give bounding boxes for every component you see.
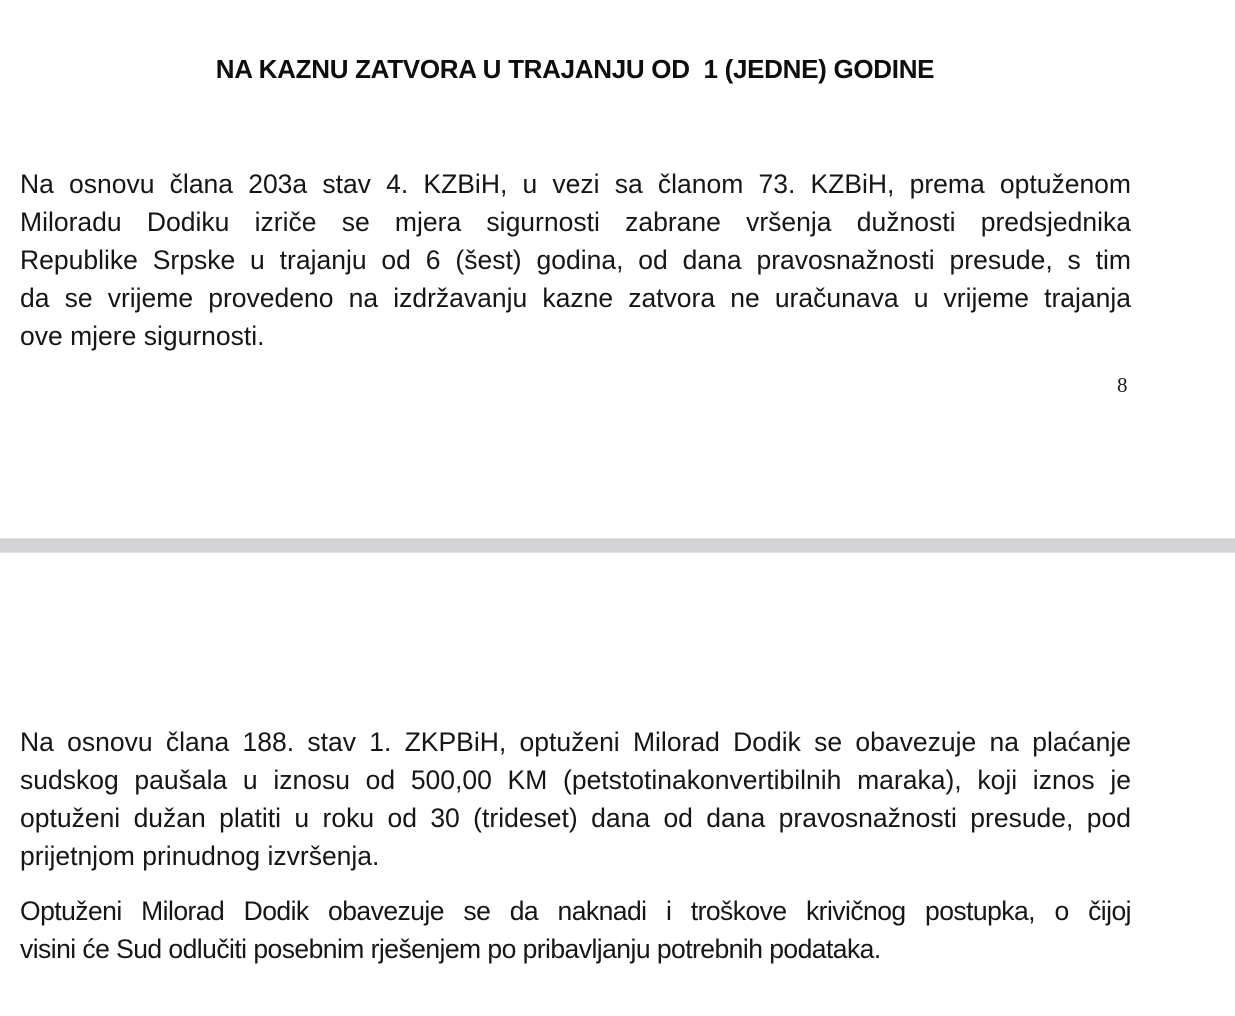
page-number: 8 (1117, 373, 1128, 397)
paragraph-line: sudskog paušala u iznosu od 500,00 KM (petstotinakonvertibilnih maraka), koji iznos je (20, 765, 1131, 795)
paragraph-line: da se vrijeme provedeno na izdržavanju kazne zatvora ne uračunava u vrijeme trajanja (20, 283, 1131, 313)
page-separator (0, 538, 1235, 553)
paragraph-line: Na osnovu člana 203a stav 4. KZBiH, u vezi sa članom 73. KZBiH, prema optuženom (20, 169, 1131, 199)
security-measure-paragraph (20, 165, 1131, 355)
paragraph-line: ove mjere sigurnosti. (20, 321, 265, 351)
court-fee-paragraph (20, 723, 1131, 875)
sentence-heading: NA KAZNU ZATVORA U TRAJANJU OD 1 (JEDNE) GODINE (215, 54, 935, 84)
paragraph-line: Miloradu Dodiku izriče se mjera sigurnosti zabrane vršenja dužnosti predsjednika (20, 207, 1131, 237)
paragraph-line: Optuženi Milorad Dodik obavezuje se da naknadi i troškove krivičnog postupka, o čijoj (20, 896, 1131, 926)
paragraph-line: visini će Sud odlučiti posebnim rješenjem po pribavljanju potrebnih podataka. (20, 934, 881, 964)
paragraph-line: Republike Srpske u trajanju od 6 (šest) godina, od dana pravosnažnosti presude, s tim (20, 245, 1131, 275)
costs-paragraph (20, 892, 1131, 968)
paragraph-line: Na osnovu člana 188. stav 1. ZKPBiH, optuženi Milorad Dodik se obavezuje na plaćanje (20, 727, 1131, 757)
paragraph-line: optuženi dužan platiti u roku od 30 (trideset) dana od dana pravosnažnosti presude, pod (20, 803, 1131, 833)
paragraph-line: prijetnjom prinudnog izvršenja. (20, 841, 380, 871)
document-page-9 (0, 553, 1235, 1016)
